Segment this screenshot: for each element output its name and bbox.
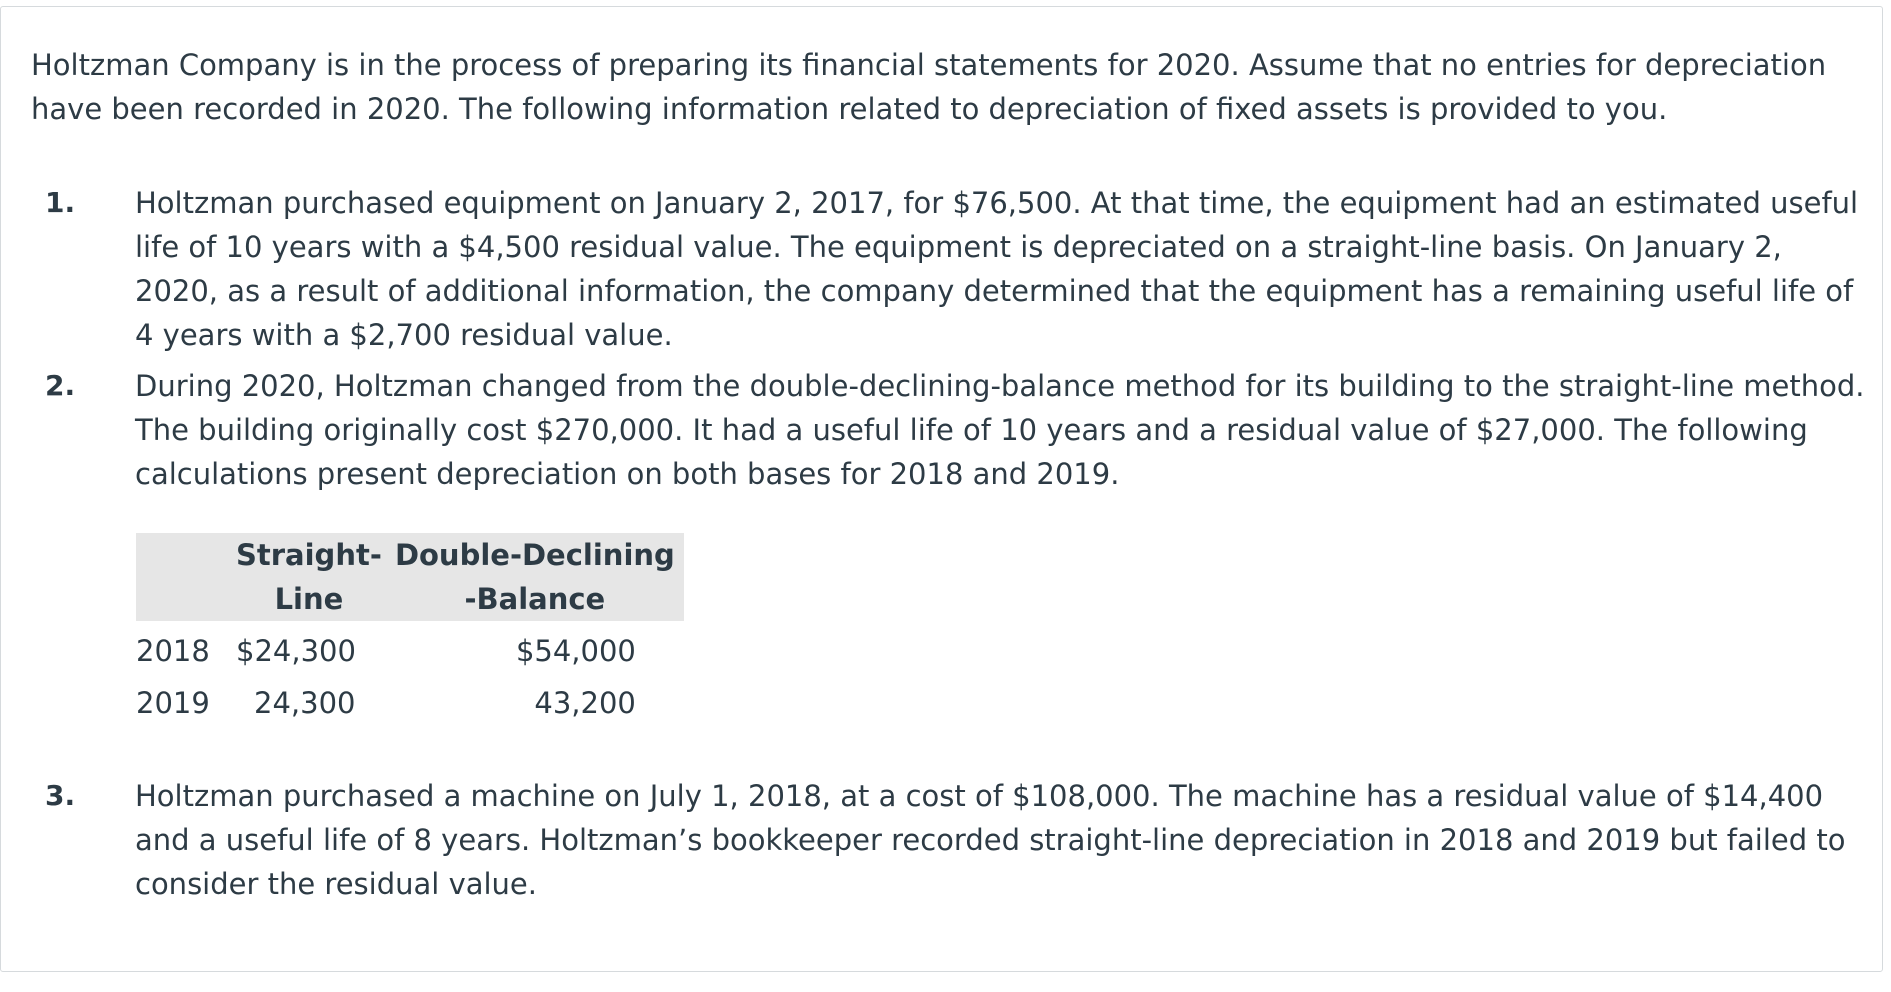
question-card bbox=[0, 6, 1883, 972]
header-straight-line-line1: Straight- bbox=[236, 538, 382, 572]
table-row bbox=[136, 677, 684, 729]
header-year bbox=[136, 533, 232, 621]
cell-year: 2019 bbox=[136, 686, 210, 720]
header-straight-line bbox=[232, 533, 386, 621]
cell-year: 2018 bbox=[136, 634, 210, 668]
intro-paragraph: Holtzman Company is in the process of preparing its financial statements for 2020. Assume that no entries for depreciation have been recorded in 2020. The following information related to depreciation of fixed assets is provided to you. bbox=[31, 48, 1827, 126]
cell-straight-line: 24,300 bbox=[254, 686, 356, 720]
depreciation-table bbox=[136, 533, 684, 729]
list-item-number: 1. bbox=[45, 186, 76, 219]
list-item-text: Holtzman purchased a machine on July 1, 2018, at a cost of $108,000. The machine has a residual value of $14,400 and a useful life of 8 years. Holtzman’s bookkeeper recorded straight-line depreciation in 2018 and 2019 but failed to consider the residual value. bbox=[135, 779, 1846, 901]
list-item-number: 3. bbox=[45, 779, 76, 812]
cell-ddb: $54,000 bbox=[515, 634, 636, 668]
cell-straight-line: $24,300 bbox=[236, 634, 356, 668]
cell-ddb: 43,200 bbox=[534, 686, 636, 720]
list-item-number: 2. bbox=[45, 369, 76, 402]
header-ddb-line2: -Balance bbox=[464, 582, 606, 616]
table-header-row bbox=[136, 533, 684, 621]
header-ddb-line1: Double-Declining bbox=[394, 538, 675, 572]
table-row bbox=[136, 621, 684, 677]
header-ddb bbox=[386, 533, 684, 621]
header-straight-line-line2: Line bbox=[274, 582, 344, 616]
list-item-text: Holtzman purchased equipment on January 2, 2017, for $76,500. At that time, the equipment had an estimated useful life of 10 years with a $4,500 residual value. The equipment is depreciated on a straight-line basis. On January 2, 2020, as a result of additional information, the company determined that the equipment has a remaining useful life of 4 years with a $2,700 residual value. bbox=[135, 186, 1859, 352]
list-item-text: During 2020, Holtzman changed from the double-declining-balance method for its building to the straight-line method. The building originally cost $270,000. It had a useful life of 10 years and a residual value of $27,000. The following calculations present depreciation on both bases for 2018 and 2019. bbox=[135, 369, 1865, 491]
